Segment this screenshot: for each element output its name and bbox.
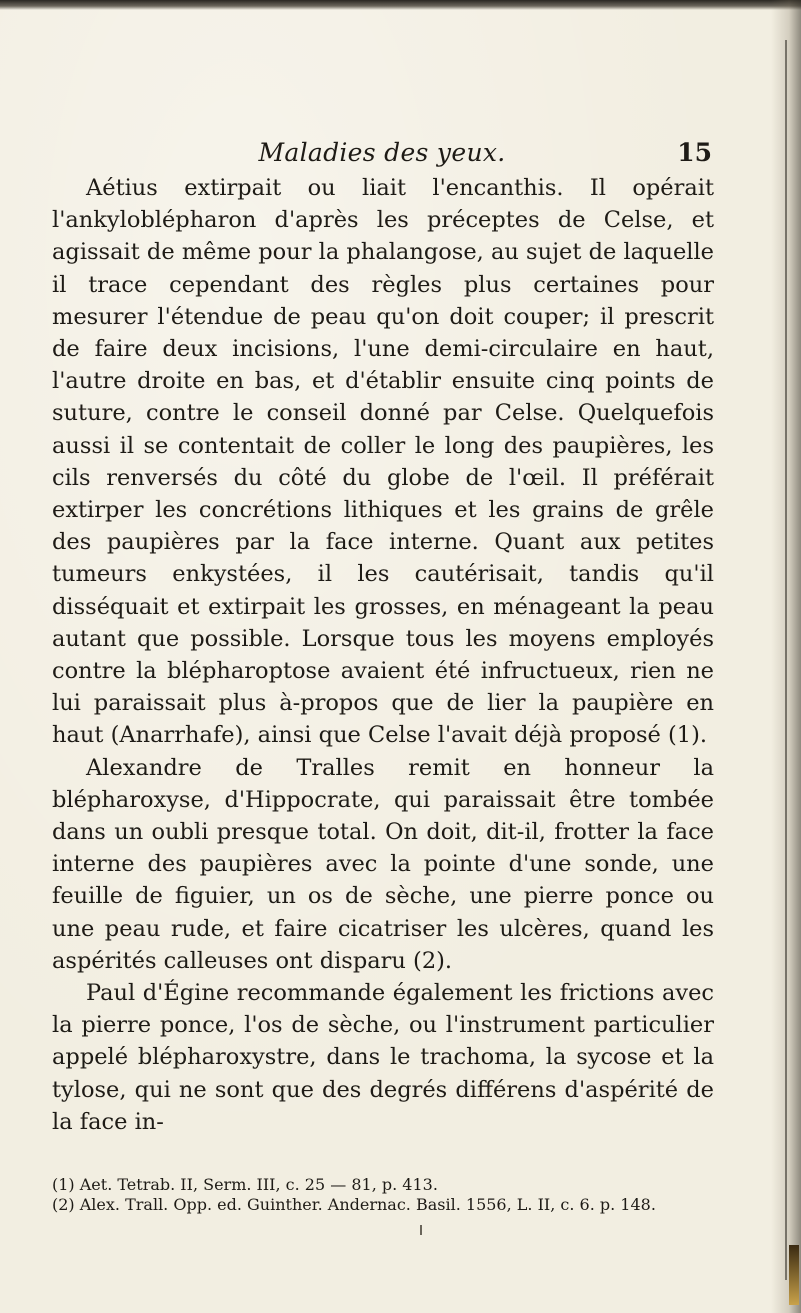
- paragraph-aetius: Aétius extirpait ou liait l'encanthis. Il opérait l'ankyloblépharon d'après les préceptes de Celse, et agissait de même pour la phalangose, au sujet de laquelle il trace cependant des règles plus certaines pour mesurer l'étendue de peau qu'on doit couper; il prescrit de faire deux incisions, l'une demi-circulaire en haut, l'autre droite en bas, et d'établir ensuite cinq points de suture, contre le conseil donné par Celse. Quelquefois aussi il se contentait de coller le long des paupières, les cils renversés du côté du globe de l'œil. Il préférait extirper les concrétions lithiques et les grains de grêle des paupières par la face interne. Quant aux petites tumeurs enkystées, il les cautérisait, tandis qu'il disséquait et extirpait les grosses, en ménageant la peau autant que possible. Lorsque tous les moyens employés contre la blépharoptose avaient été infructueux, rien ne lui paraissait plus à-propos que de lier la paupière en haut (Anarrhafe), ainsi que Celse l'avait déjà proposé (1).: [52, 175, 714, 749]
- ink-mark: [420, 1225, 422, 1235]
- paragraph-alexandre: Alexandre de Tralles remit en honneur la blépharoxyse, d'Hippocrate, qui paraissait être tombée dans un oubli presque total. On doit, dit-il, frotter la face interne des paupières avec la pointe d'une sonde, une feuille de figuier, un os de sèche, une pierre ponce ou une peau rude, et faire cicatriser les ulcères, quand les aspérités calleuses ont disparu (2).: [52, 754, 714, 974]
- page-number: 15: [677, 138, 712, 167]
- body-text: [52, 172, 714, 1138]
- footnote-2: (2) Alex. Trall. Opp. ed. Guinther. Andernac. Basil. 1556, L. II, c. 6. p. 148.: [52, 1195, 656, 1214]
- running-head: [52, 138, 712, 172]
- running-head-title: Maladies des yeux.: [258, 138, 506, 167]
- footnote-1: (1) Aet. Tetrab. II, Serm. III, c. 25 — 81, p. 413.: [52, 1175, 438, 1194]
- page-edge-line: [785, 40, 787, 1280]
- page-edge-mark: [789, 1245, 799, 1305]
- paragraph-paul: Paul d'Égine recommande également les frictions avec la pierre ponce, l'os de sèche, ou l'instrument particulier appelé blépharoxystre, dans le trachoma, la sycose et la tylose, qui ne sont que des degrés différens d'aspérité de la face in-: [52, 980, 714, 1135]
- page-top-edge: [0, 0, 801, 10]
- footnotes: [52, 1175, 714, 1215]
